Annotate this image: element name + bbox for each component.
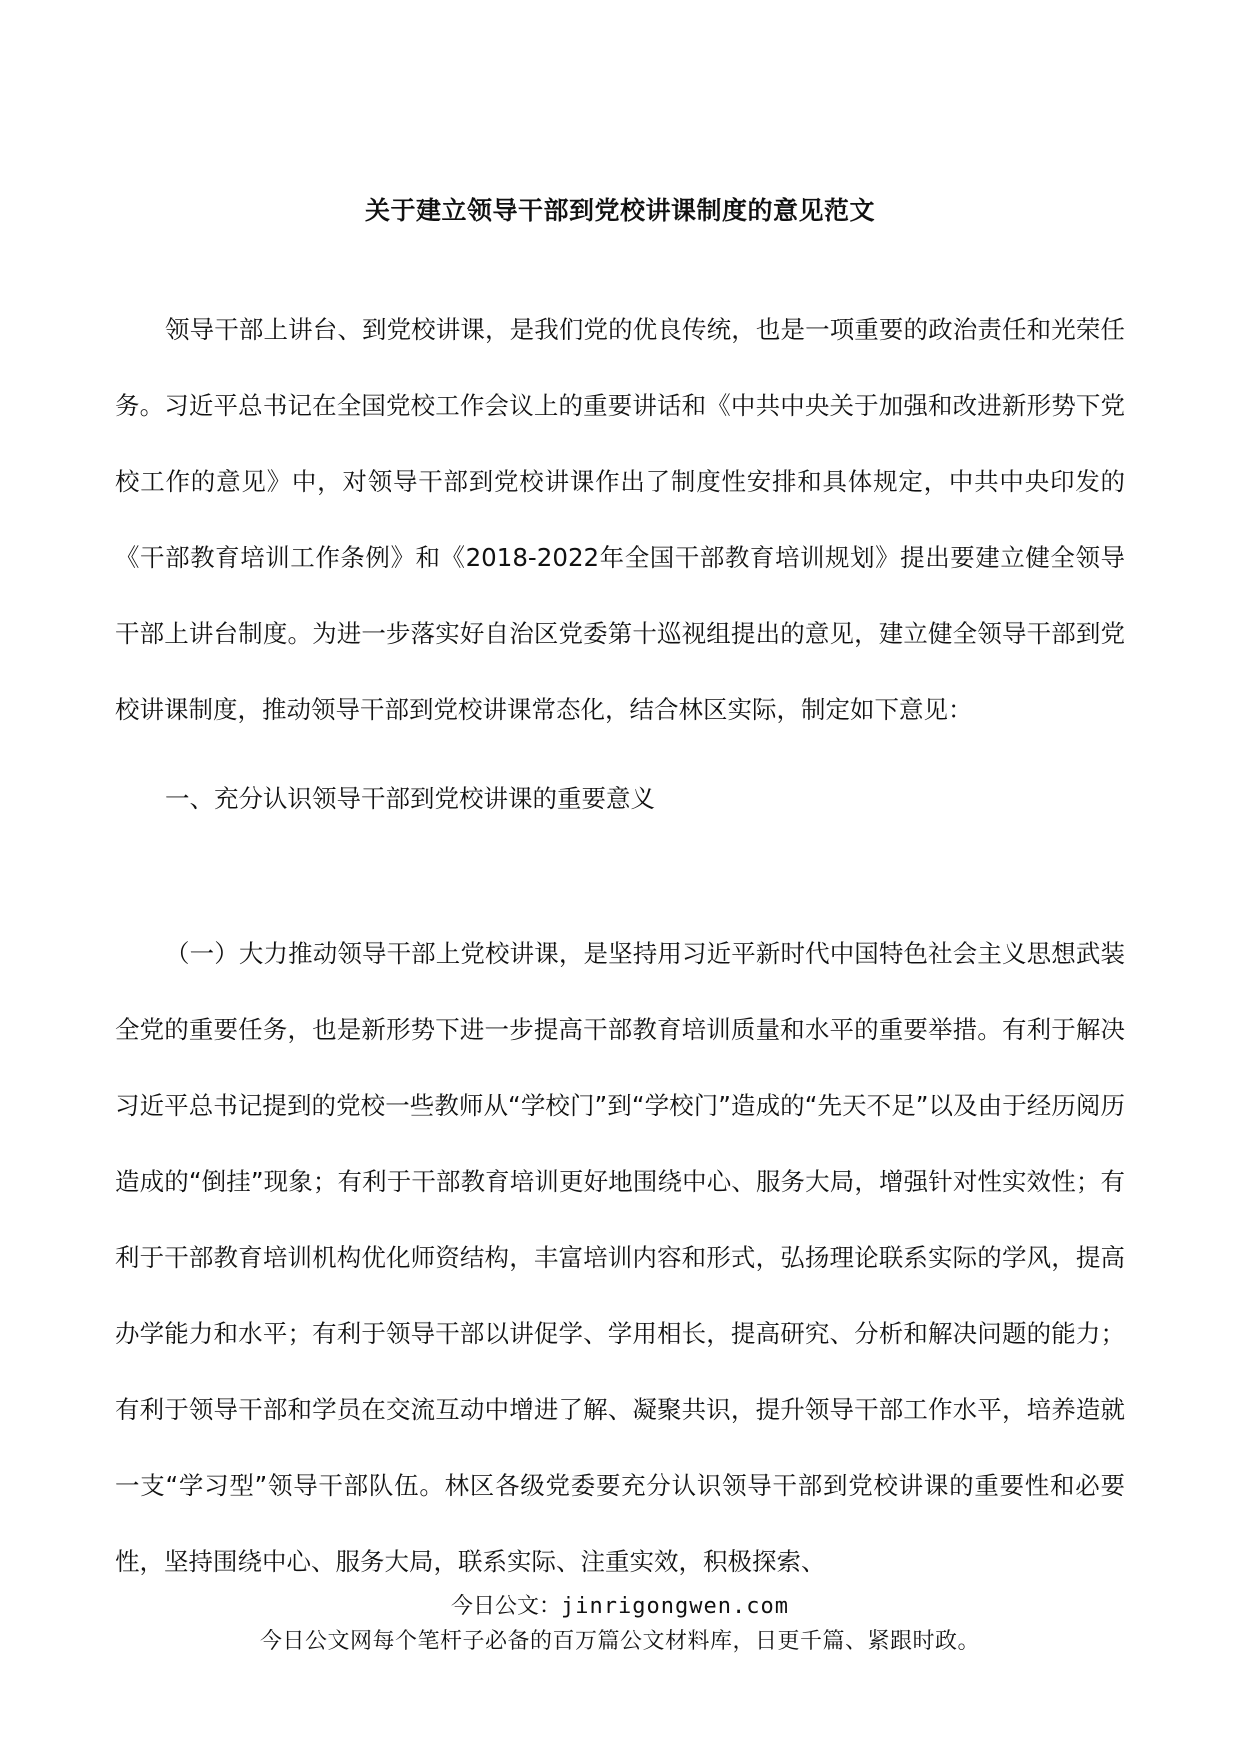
footer-site-label: 今日公文： [451, 1594, 562, 1619]
document-title: 关于建立领导干部到党校讲课制度的意见范文 [364, 196, 875, 225]
section-1-heading: 一、充分认识领导干部到党校讲课的重要意义 [165, 784, 655, 813]
footer-site-url[interactable]: jinrigongwen.com [561, 1594, 789, 1619]
intro-paragraph-block [115, 292, 1125, 748]
section-1-item-1-block [115, 916, 1125, 1600]
intro-paragraph: 领导干部上讲台、到党校讲课，是我们党的优良传统，也是一项重要的政治责任和光荣任务。习近平总书记在全国党校工作会议上的重要讲话和《中共中央关于加强和改进新形势下党校工作的意见》中，对领导干部到党校讲课作出了制度性安排和具体规定，中共中央印发的《干部教育培训工作条例》和《2018-2022年全国干部教育培训规划》提出要建立健全领导干部上讲台制度。为进一步落实好自治区党委第十巡视组提出的意见，建立健全领导干部到党校讲课制度，推动领导干部到党校讲课常态化，结合林区实际，制定如下意见： [115, 315, 1125, 724]
footer-site-line [0, 1591, 1240, 1623]
footer-tagline: 今日公文网每个笔杆子必备的百万篇公文材料库，日更千篇、紧跟时政。 [259, 1629, 980, 1654]
section-heading-block [115, 761, 1125, 837]
section-1-item-1-paragraph: （一）大力推动领导干部上党校讲课，是坚持用习近平新时代中国特色社会主义思想武装全党的重要任务，也是新形势下进一步提高干部教育培训质量和水平的重要举措。有利于解决习近平总书记提到的党校一些教师从“学校门”到“学校门”造成的“先天不足”以及由于经历阅历造成的“倒挂”现象；有利于干部教育培训更好地围绕中心、服务大局，增强针对性实效性；有利于干部教育培训机构优化师资结构，丰富培训内容和形式，弘扬理论联系实际的学风，提高办学能力和水平；有利于领导干部以讲促学、学用相长，提高研究、分析和解决问题的能力；有利于领导干部和学员在交流互动中增进了解、凝聚共识，提升领导干部工作水平，培养造就一支“学习型”领导干部队伍。林区各级党委要充分认识领导干部到党校讲课的重要性和必要性，坚持围绕中心、服务大局，联系实际、注重实效，积极探索、 [115, 939, 1125, 1576]
